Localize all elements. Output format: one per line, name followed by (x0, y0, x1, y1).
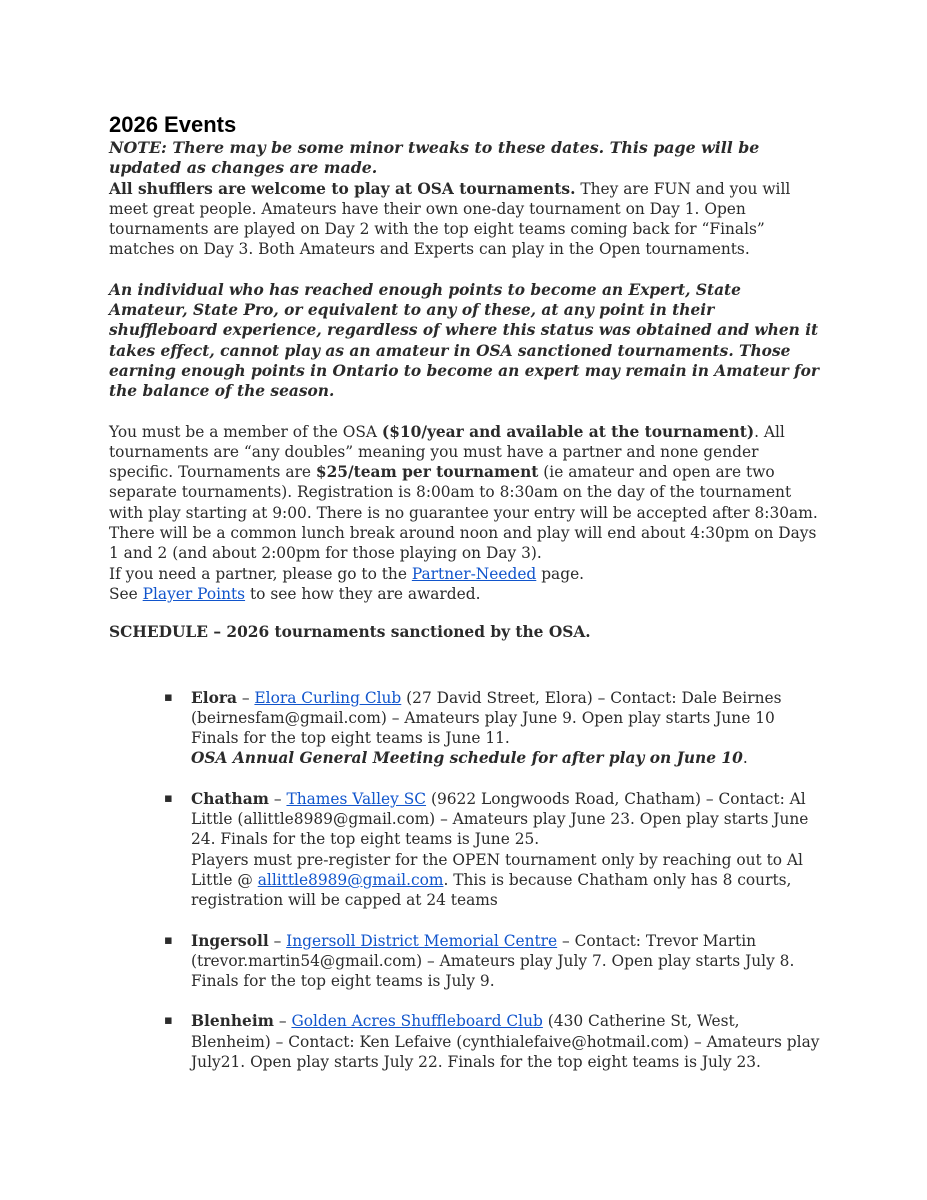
event-details: – Contact: Trevor Martin (trevor.martin54@gmail.com) – Amateurs play July 7. Open play starts July 8. Finals for the top eight teams is July 9. (191, 931, 795, 991)
venue-link-thames-valley-sc[interactable]: Thames Valley SC (286, 789, 427, 808)
player-points-link[interactable]: Player Points (142, 584, 246, 603)
membership-text-1: You must be a member of the OSA (109, 422, 382, 441)
event-details: (430 Catherine St, West, Blenheim) – Contact: Ken Lefaive (cynthialefaive@hotmail.com) – Amateurs play July21. Open play starts July 22. Finals for the top eight teams is July 23. (191, 1012, 820, 1071)
partner-line (109, 564, 824, 584)
event-elora (164, 688, 824, 769)
bullet-icon: ▪ (164, 689, 173, 705)
expert-rule-paragraph: An individual who has reached enough points to become an Expert, State Amateur, State Pro, or equivalent to any of these, at any point in their shuffleboard experience, regardless of where this status was obtained and when it takes effect, cannot play as an amateur in OSA sanctioned tournaments. Those earning enough points in Ontario to become an expert may remain in Amateur for the balance of the season. (109, 280, 820, 401)
event-details: (27 David Street, Elora) – Contact: Dale Beirnes (beirnesfam@gmail.com) – Amateurs play June 9. Open play starts June 10 Finals for the top eight teams is June 11. (191, 688, 782, 748)
bullet-icon: ▪ (164, 790, 173, 806)
event-dash: – (268, 789, 287, 808)
bullet-icon: ▪ (164, 932, 173, 948)
agm-notice: OSA Annual General Meeting schedule for after play on June 10 (191, 749, 743, 768)
event-list (109, 688, 824, 1073)
event-chatham (164, 789, 824, 911)
event-dash: – (236, 688, 255, 707)
prereg-suffix: . This is because Chatham only has 8 courts, registration will be capped at 24 teams (191, 870, 792, 910)
partner-suffix: page. (536, 564, 585, 583)
venue-link-elora-curling-club[interactable]: Elora Curling Club (254, 688, 402, 707)
membership-text-3: (ie amateur and open are two separate tournaments). Registration is 8:00am to 8:30am on the day of the tournament with play starting at 9:00. There is no guarantee your entry will be accepted after 8:30am. There will be a common lunch break around noon and play will end about 4:30pm on Days 1 and 2 (and about 2:00pm for those playing on Day 3). (109, 463, 818, 563)
schedule-heading: SCHEDULE – 2026 tournaments sanctioned by the OSA. (109, 623, 591, 642)
points-suffix: to see how they are awarded. (245, 584, 481, 603)
points-prefix: See (109, 584, 143, 603)
page-title: 2026 Events (109, 112, 237, 137)
venue-link-golden-acres[interactable]: Golden Acres Shuffleboard Club (291, 1012, 543, 1031)
intro-paragraph (109, 179, 824, 260)
event-city: Ingersoll (191, 931, 269, 950)
event-blenheim (164, 1011, 824, 1072)
prereg-email-link[interactable]: allittle8989@gmail.com (257, 870, 444, 889)
agm-end: . (742, 749, 748, 768)
venue-link-ingersoll-memorial-centre[interactable]: Ingersoll District Memorial Centre (286, 931, 558, 950)
membership-text-2: . All tournaments are “any doubles” meaning you must have a partner and none gender specific. Tournaments are (109, 422, 785, 482)
event-ingersoll (164, 931, 824, 992)
event-details: (9622 Longwoods Road, Chatham) – Contact: Al Little (allittle8989@gmail.com) – Amateurs play June 23. Open play starts June 24. Finals for the top eight teams is June 25. (191, 789, 809, 849)
membership-fee: ($10/year and available at the tournament) (381, 422, 755, 441)
event-dash: – (273, 1012, 292, 1031)
membership-paragraph (109, 422, 824, 564)
event-city: Elora (191, 688, 237, 707)
prereg-prefix: Players must pre-register for the OPEN tournament only by reaching out to Al Little @ (191, 850, 803, 889)
event-city: Blenheim (191, 1012, 274, 1031)
points-line (109, 584, 824, 604)
events-page (109, 112, 824, 1092)
welcome-statement: All shufflers are welcome to play at OSA tournaments. (109, 179, 576, 198)
spacer (109, 402, 824, 422)
event-city: Chatham (191, 789, 269, 808)
event-dash: – (268, 931, 287, 950)
dates-note: NOTE: There may be some minor tweaks to these dates. This page will be updated as changes are made. (109, 138, 760, 178)
bullet-icon: ▪ (164, 1013, 173, 1029)
team-fee: $25/team per tournament (315, 463, 539, 482)
partner-needed-link[interactable]: Partner-Needed (411, 564, 537, 583)
partner-prefix: If you need a partner, please go to the (109, 564, 412, 583)
spacer (109, 260, 824, 280)
intro-text: They are FUN and you will meet great people. Amateurs have their own one-day tournament on Day 1. Open tournaments are played on Day 2 with the top eight teams coming back for “Finals” matches on Day 3. Both Amateurs and Experts can play in the Open tournaments. (109, 179, 791, 259)
